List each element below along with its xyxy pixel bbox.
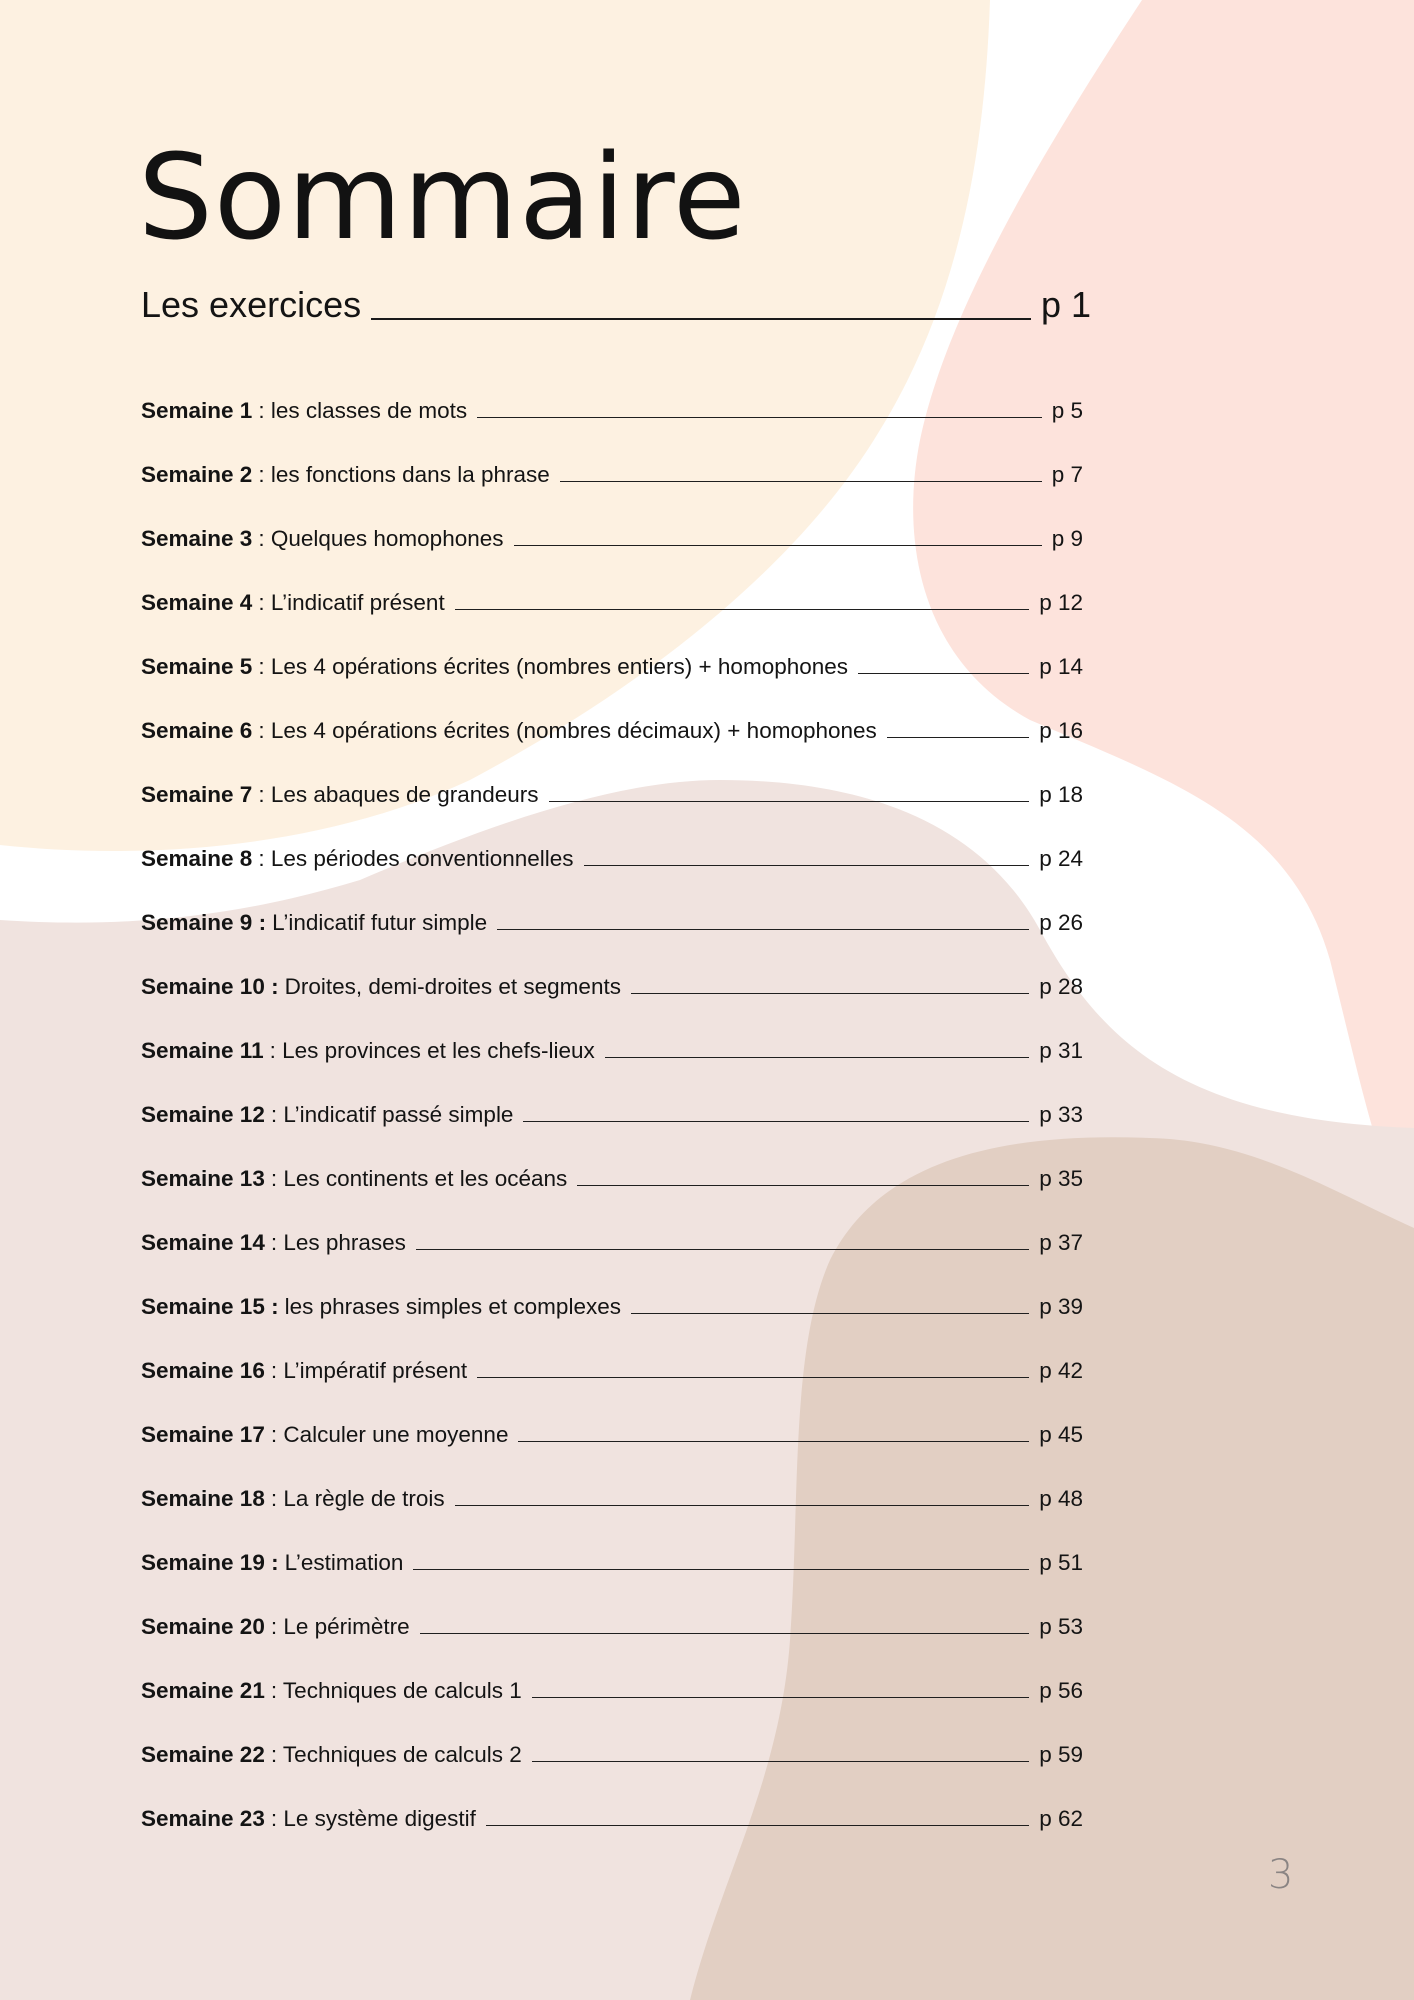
toc-entry-week: Semaine 4 <box>141 590 253 615</box>
toc-entry-week: Semaine 17 <box>141 1422 265 1447</box>
leader-line <box>549 801 1030 802</box>
toc-entry-week: Semaine 16 <box>141 1358 265 1383</box>
toc-entry-page: p 7 <box>1051 462 1083 487</box>
toc-entry-page: p 48 <box>1039 1486 1083 1511</box>
toc-entry-page: p 42 <box>1039 1358 1083 1383</box>
toc-entry-topic: : Les provinces et les chefs-lieux <box>269 1038 595 1063</box>
leader-line <box>887 737 1029 738</box>
toc-entry-week: Semaine 5 <box>141 654 253 679</box>
leader-line <box>577 1185 1029 1186</box>
toc-entry-page: p 24 <box>1039 846 1083 871</box>
leader-line <box>560 481 1042 482</box>
toc-entry <box>141 1450 1083 1514</box>
toc-entry-topic: L’estimation <box>284 1550 404 1575</box>
toc-entry-page: p 45 <box>1039 1422 1083 1447</box>
leader-line <box>416 1249 1029 1250</box>
toc-entry-page: p 14 <box>1039 654 1083 679</box>
toc-entry-page: p 39 <box>1039 1294 1083 1319</box>
toc-entry-page: p 33 <box>1039 1102 1083 1127</box>
leader-line <box>523 1121 1029 1122</box>
toc-entry-page: p 62 <box>1039 1806 1083 1831</box>
leader-line <box>455 609 1030 610</box>
toc-entry-week: Semaine 2 <box>141 462 253 487</box>
toc-entry <box>141 1514 1083 1578</box>
leader-line <box>858 673 1029 674</box>
toc-entry-page: p 53 <box>1039 1614 1083 1639</box>
toc-entry-topic: : Quelques homophones <box>258 526 504 551</box>
toc-entry-week: Semaine 13 <box>141 1166 265 1191</box>
toc-entry-topic: : Les phrases <box>270 1230 406 1255</box>
toc-entry-page: p 31 <box>1039 1038 1083 1063</box>
leader-line <box>413 1569 1029 1570</box>
main-entry <box>141 283 1091 327</box>
toc-entry-week: Semaine 7 <box>141 782 253 807</box>
toc-entry <box>141 682 1083 746</box>
toc-entry <box>141 1642 1083 1706</box>
toc-entry <box>141 618 1083 682</box>
leader-line <box>477 417 1042 418</box>
toc-entry <box>141 426 1083 490</box>
main-entry-label: Les exercices <box>141 284 362 325</box>
toc-entry <box>141 1066 1083 1130</box>
toc-entry-topic: : Calculer une moyenne <box>270 1422 509 1447</box>
toc-entry <box>141 938 1083 1002</box>
leader-line <box>631 993 1029 994</box>
leader-line <box>518 1441 1029 1442</box>
page-number: 3 <box>1268 1852 1294 1898</box>
toc-entry-page: p 12 <box>1039 590 1083 615</box>
toc-entry-topic: : Les périodes conventionnelles <box>258 846 574 871</box>
leader-line <box>532 1697 1029 1698</box>
toc-entry-page: p 9 <box>1051 526 1083 551</box>
toc-entry-week: Semaine 20 <box>141 1614 265 1639</box>
toc-entry-page: p 37 <box>1039 1230 1083 1255</box>
toc-entry <box>141 1258 1083 1322</box>
toc-entry-page: p 56 <box>1039 1678 1083 1703</box>
leader-line <box>371 318 1031 320</box>
toc-entry <box>141 1578 1083 1642</box>
toc-entry <box>141 1194 1083 1258</box>
toc-entry-week: Semaine 6 <box>141 718 253 743</box>
leader-line <box>497 929 1029 930</box>
page-title: Sommaire <box>138 128 747 266</box>
toc-entry-topic: : Le périmètre <box>270 1614 410 1639</box>
leader-line <box>631 1313 1029 1314</box>
toc-list <box>141 362 1083 1834</box>
toc-entry-topic: : L’indicatif présent <box>258 590 445 615</box>
toc-entry-week: Semaine 23 <box>141 1806 265 1831</box>
toc-entry <box>141 1770 1083 1834</box>
toc-entry-topic: les phrases simples et complexes <box>284 1294 621 1319</box>
toc-entry-topic: : Le système digestif <box>270 1806 476 1831</box>
toc-entry-week: Semaine 8 <box>141 846 253 871</box>
toc-entry-week: Semaine 18 <box>141 1486 265 1511</box>
toc-entry-week: Semaine 15 : <box>141 1294 279 1319</box>
toc-entry-topic: : les classes de mots <box>258 398 468 423</box>
toc-entry-topic: : Techniques de calculs 2 <box>270 1742 522 1767</box>
toc-entry-topic: : La règle de trois <box>270 1486 445 1511</box>
toc-entry-page: p 16 <box>1039 718 1083 743</box>
toc-entry-week: Semaine 10 : <box>141 974 279 999</box>
toc-entry-topic: Droites, demi-droites et segments <box>284 974 621 999</box>
toc-entry-week: Semaine 22 <box>141 1742 265 1767</box>
leader-line <box>420 1633 1030 1634</box>
leader-line <box>486 1825 1029 1826</box>
toc-entry-page: p 18 <box>1039 782 1083 807</box>
toc-entry-page: p 5 <box>1051 398 1083 423</box>
leader-line <box>455 1505 1030 1506</box>
toc-entry-topic: : Les 4 opérations écrites (nombres décimaux) + homophones <box>258 718 877 743</box>
toc-entry-week: Semaine 21 <box>141 1678 265 1703</box>
toc-entry-topic: : L’impératif présent <box>270 1358 468 1383</box>
toc-entry <box>141 810 1083 874</box>
toc-entry-topic: : Les continents et les océans <box>270 1166 568 1191</box>
leader-line <box>477 1377 1029 1378</box>
toc-entry-page: p 26 <box>1039 910 1083 935</box>
leader-line <box>584 865 1030 866</box>
toc-entry-week: Semaine 11 <box>141 1038 264 1063</box>
leader-line <box>605 1057 1029 1058</box>
toc-entry-page: p 51 <box>1039 1550 1083 1575</box>
toc-entry <box>141 1386 1083 1450</box>
toc-entry-topic: : les fonctions dans la phrase <box>258 462 550 487</box>
toc-entry-topic: : Techniques de calculs 1 <box>270 1678 522 1703</box>
toc-entry <box>141 362 1083 426</box>
toc-entry <box>141 1706 1083 1770</box>
toc-entry-page: p 28 <box>1039 974 1083 999</box>
toc-entry-topic: : Les abaques de grandeurs <box>258 782 539 807</box>
toc-entry <box>141 874 1083 938</box>
toc-entry-topic: L’indicatif futur simple <box>272 910 488 935</box>
toc-entry-week: Semaine 3 <box>141 526 253 551</box>
toc-entry-week: Semaine 9 : <box>141 910 267 935</box>
leader-line <box>514 545 1042 546</box>
toc-entry-page: p 35 <box>1039 1166 1083 1191</box>
toc-entry <box>141 554 1083 618</box>
toc-entry-week: Semaine 14 <box>141 1230 265 1255</box>
toc-entry <box>141 1322 1083 1386</box>
toc-entry-week: Semaine 19 : <box>141 1550 279 1575</box>
toc-entry-week: Semaine 1 <box>141 398 253 423</box>
main-entry-page: p 1 <box>1040 284 1091 325</box>
toc-entry-week: Semaine 12 <box>141 1102 265 1127</box>
toc-entry <box>141 746 1083 810</box>
toc-entry <box>141 490 1083 554</box>
toc-entry-page: p 59 <box>1039 1742 1083 1767</box>
toc-entry <box>141 1002 1083 1066</box>
toc-entry <box>141 1130 1083 1194</box>
toc-entry-topic: : L’indicatif passé simple <box>270 1102 514 1127</box>
leader-line <box>532 1761 1029 1762</box>
toc-entry-topic: : Les 4 opérations écrites (nombres entiers) + homophones <box>258 654 849 679</box>
